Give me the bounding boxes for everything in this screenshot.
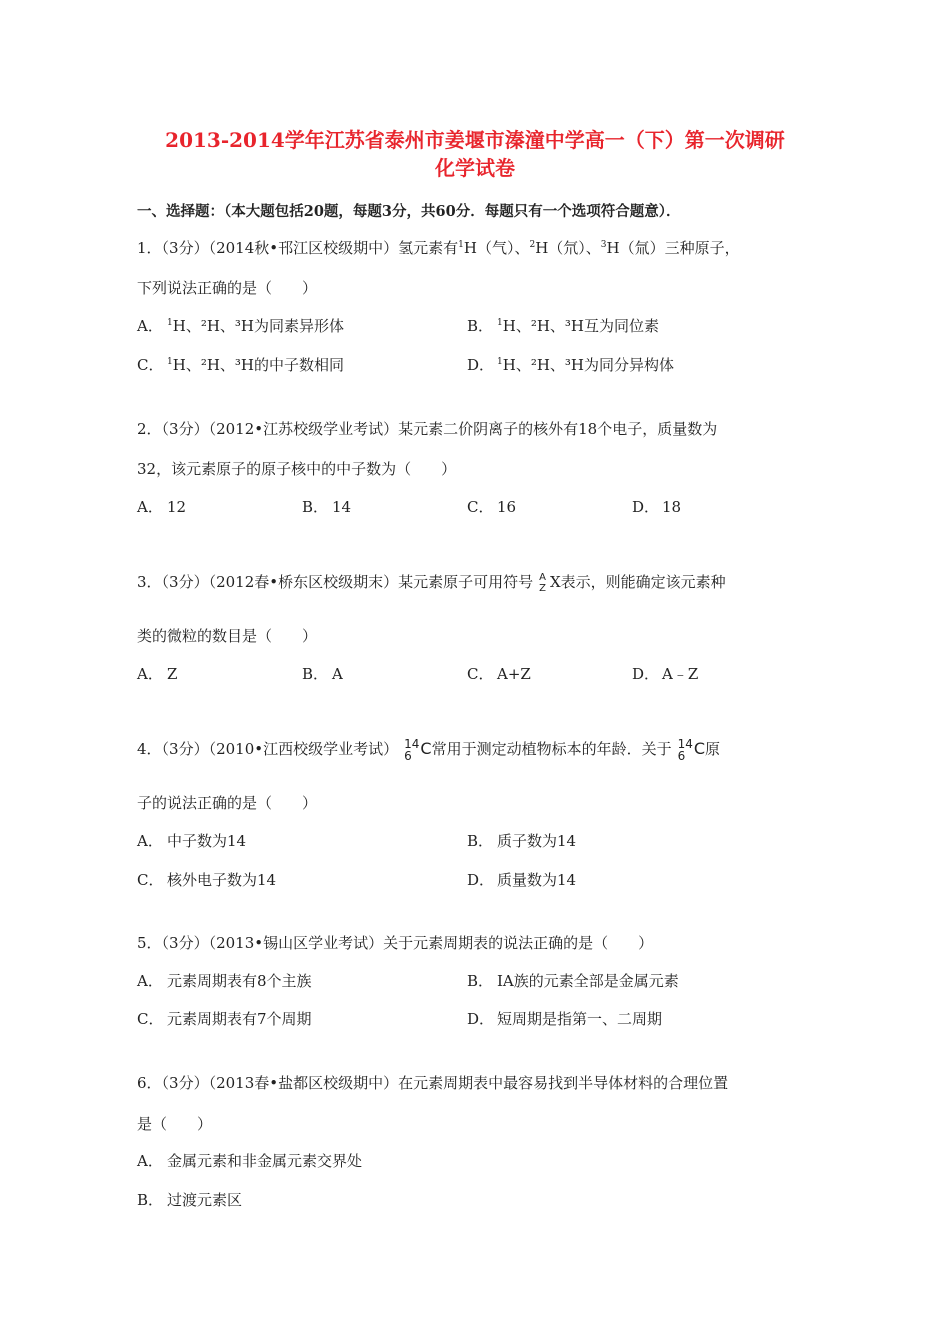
question-2-stem-line2: 32，该元素原子的原子核中的中子数为（ ） [137,460,457,478]
question-4-option-d[interactable]: D． 质量数为14 [467,871,577,889]
question-5-option-c[interactable]: C． 元素周期表有7个周期 [137,1010,312,1028]
carbon-14-notation-2: 14 6 [677,737,693,763]
carbon-14-notation: 14 6 [404,737,420,763]
question-3-option-b[interactable]: B． A [302,665,343,683]
question-4-option-a[interactable]: A． 中子数为14 [137,832,247,850]
question-1-stem-line2: 下列说法正确的是（ ） [137,279,318,297]
question-6-stem-line2: 是（ ） [137,1115,213,1133]
question-1-option-b[interactable]: B． $^1$H、²H、³H互为同位素 [467,317,660,335]
section-heading: 一、选择题：（本大题包括20题，每题3分，共60分．每题只有一个选项符合题意）． [137,203,681,220]
document-title-line2: 化学试卷 [435,156,515,180]
question-1-option-c[interactable]: C． $^1$H、²H、³H的中子数相同 [137,356,345,374]
question-6-option-b[interactable]: B． 过渡元素区 [137,1191,243,1209]
question-3-stem: 3．（3分）（2012春•桥东区校级期末）某元素原子可用符号 A Z X表示，则能确定该元素种 [137,572,726,594]
question-1-option-a[interactable]: A． $^1$H、²H、³H为同素异形体 [137,317,345,335]
question-1-stem: 1．（3分）（2014秋•邗江区校级期中）氢元素有$^1$H（气）、$^2$H（氘）、$^3$H（氚）三种原子， [137,239,740,257]
question-4-option-b[interactable]: B． 质子数为14 [467,832,577,850]
document-title-line1: 2013-2014学年江苏省泰州市姜堰市溱潼中学高一（下）第一次调研 [165,128,785,152]
question-3-option-a[interactable]: A． Z [137,665,178,683]
question-2-option-a[interactable]: A． 12 [137,498,187,516]
question-2-option-d[interactable]: D． 18 [632,498,682,516]
question-4-option-c[interactable]: C． 核外电子数为14 [137,871,277,889]
question-3-option-c[interactable]: C． A+Z [467,665,531,683]
question-4-stem-line2: 子的说法正确的是（ ） [137,794,318,812]
question-6-option-a[interactable]: A． 金属元素和非金属元素交界处 [137,1152,363,1170]
question-4-stem: 4．（3分）（2010•江西校级学业考试） 14 6 C常用于测定动植物标本的年龄．关于 14 6 C原 [137,737,721,763]
isotope-notation: A Z [539,572,546,594]
question-1-option-d[interactable]: D． $^1$H、²H、³H为同分异构体 [467,356,675,374]
question-5-option-b[interactable]: B． ⅠA族的元素全部是金属元素 [467,972,679,990]
question-5-option-d[interactable]: D． 短周期是指第一、二周期 [467,1010,663,1028]
question-2-option-c[interactable]: C． 16 [467,498,517,516]
question-3-stem-line2: 类的微粒的数目是（ ） [137,627,318,645]
question-2-stem: 2．（3分）（2012•江苏校级学业考试）某元素二价阴离子的核外有18个电子，质量数为 [137,420,718,438]
question-2-option-b[interactable]: B． 14 [302,498,352,516]
question-6-stem: 6．（3分）（2013春•盐都区校级期中）在元素周期表中最容易找到半导体材料的合理位置 [137,1074,729,1092]
question-3-option-d[interactable]: D． A﹣Z [632,665,699,683]
question-5-stem: 5．（3分）（2013•锡山区学业考试）关于元素周期表的说法正确的是（ ） [137,934,654,952]
question-5-option-a[interactable]: A． 元素周期表有8个主族 [137,972,312,990]
